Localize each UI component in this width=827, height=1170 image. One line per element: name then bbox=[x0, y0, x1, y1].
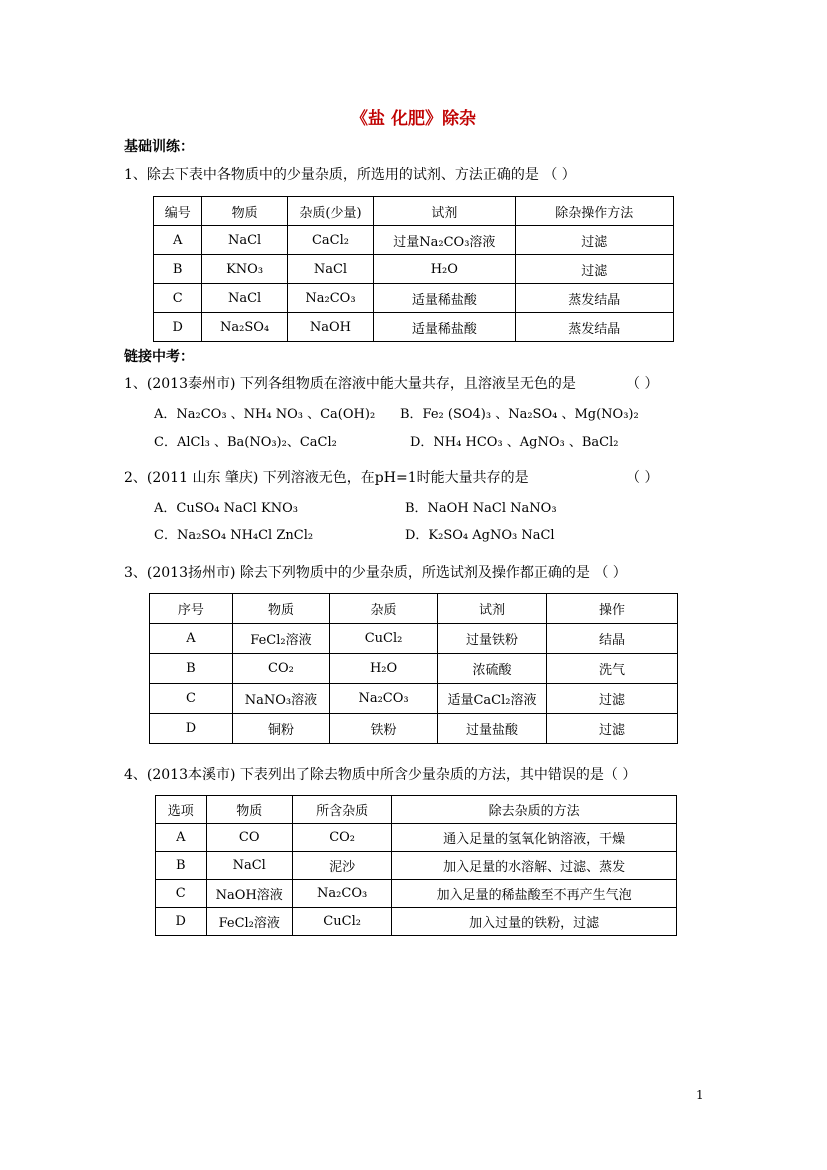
exam-question-3-table bbox=[149, 593, 678, 744]
table-header-cell: 物质 bbox=[206, 796, 292, 824]
table-header-cell: 选项 bbox=[156, 796, 207, 824]
table-row bbox=[150, 714, 678, 744]
exam-question-1-text: 1、(2013泰州市) 下列各组物质在溶液中能大量共存，且溶液呈无色的是 bbox=[124, 376, 576, 392]
table-cell: 通入足量的氢氧化钠溶液，干燥 bbox=[392, 824, 677, 852]
exam-question-4-table bbox=[155, 795, 677, 936]
table-row bbox=[156, 908, 677, 936]
table-row bbox=[156, 824, 677, 852]
page-number: 1 bbox=[696, 1088, 704, 1102]
exam-question-1-option-b: B．Fe₂ (SO4)₃ 、Na₂SO₄ 、Mg(NO₃)₂ bbox=[400, 407, 639, 422]
table-cell: Na₂CO₃ bbox=[292, 880, 391, 908]
table-header-row bbox=[156, 796, 677, 824]
exam-question-2-option-d: D．K₂SO₄ AgNO₃ NaCl bbox=[405, 528, 555, 543]
table-cell: NaCl bbox=[287, 255, 373, 284]
table-cell: CO₂ bbox=[292, 824, 391, 852]
table-cell: 加入足量的水溶解、过滤、蒸发 bbox=[392, 852, 677, 880]
table-row bbox=[150, 624, 678, 654]
table-cell: NaNO₃溶液 bbox=[232, 684, 329, 714]
table-cell: NaCl bbox=[202, 226, 287, 255]
table-cell: A bbox=[156, 824, 207, 852]
question-1-table bbox=[153, 196, 674, 342]
table-cell: CuCl₂ bbox=[330, 624, 438, 654]
table-row bbox=[154, 313, 674, 342]
table-cell: A bbox=[154, 226, 202, 255]
table-cell: KNO₃ bbox=[202, 255, 287, 284]
table-cell: A bbox=[150, 624, 233, 654]
table-header-cell: 序号 bbox=[150, 594, 233, 624]
table-header-cell: 编号 bbox=[154, 197, 202, 226]
table-cell: NaOH bbox=[287, 313, 373, 342]
exam-question-2-option-c: C．Na₂SO₄ NH₄Cl ZnCl₂ bbox=[154, 528, 314, 543]
exam-question-3-text: 3、(2013扬州市) 除去下列物质中的少量杂质，所选试剂及操作都正确的是 （ ） bbox=[124, 565, 627, 581]
table-cell: 浓硫酸 bbox=[438, 654, 547, 684]
table-cell: D bbox=[150, 714, 233, 744]
table-cell: C bbox=[150, 684, 233, 714]
table-header-cell: 杂质(少量) bbox=[287, 197, 373, 226]
exam-question-1-option-c: C．AlCl₃ 、Ba(NO₃)₂、CaCl₂ bbox=[154, 435, 337, 450]
table-cell: H₂O bbox=[374, 255, 515, 284]
table-row bbox=[154, 255, 674, 284]
exam-question-1-option-a: A．Na₂CO₃ 、NH₄ NO₃ 、Ca(OH)₂ bbox=[154, 407, 376, 422]
table-cell: CO₂ bbox=[232, 654, 329, 684]
table-row bbox=[154, 226, 674, 255]
table-header-cell: 除去杂质的方法 bbox=[392, 796, 677, 824]
table-cell: D bbox=[154, 313, 202, 342]
table-cell: 加入足量的稀盐酸至不再产生气泡 bbox=[392, 880, 677, 908]
table-cell: Na₂CO₃ bbox=[330, 684, 438, 714]
table-cell: NaCl bbox=[202, 284, 287, 313]
table-header-cell: 试剂 bbox=[374, 197, 515, 226]
table-cell: NaCl bbox=[206, 852, 292, 880]
table-cell: Na₂SO₄ bbox=[202, 313, 287, 342]
exam-question-1-paren: （ ） bbox=[626, 376, 659, 392]
table-cell: C bbox=[154, 284, 202, 313]
table-row bbox=[150, 684, 678, 714]
exam-question-4-text: 4、(2013本溪市) 下表列出了除去物质中所含少量杂质的方法，其中错误的是（ ） bbox=[124, 767, 637, 783]
table-cell: B bbox=[156, 852, 207, 880]
table-cell: FeCl₂溶液 bbox=[232, 624, 329, 654]
table-cell: 铁粉 bbox=[330, 714, 438, 744]
table-cell: 加入过量的铁粉，过滤 bbox=[392, 908, 677, 936]
table-cell: 过滤 bbox=[546, 684, 677, 714]
table-cell: 泥沙 bbox=[292, 852, 391, 880]
table-header-row bbox=[154, 197, 674, 226]
table-cell: 适量稀盐酸 bbox=[374, 313, 515, 342]
table-header-cell: 试剂 bbox=[438, 594, 547, 624]
table-row bbox=[156, 880, 677, 908]
table-cell: CaCl₂ bbox=[287, 226, 373, 255]
table-cell: Na₂CO₃ bbox=[287, 284, 373, 313]
exam-question-2-text: 2、(2011 山东 肇庆) 下列溶液无色，在pH=1时能大量共存的是 bbox=[124, 470, 529, 486]
table-cell: B bbox=[150, 654, 233, 684]
table-cell: 蒸发结晶 bbox=[515, 284, 673, 313]
table-cell: 铜粉 bbox=[232, 714, 329, 744]
table-row bbox=[154, 284, 674, 313]
table-cell: 洗气 bbox=[546, 654, 677, 684]
table-cell: C bbox=[156, 880, 207, 908]
exam-question-2-paren: （ ） bbox=[626, 470, 659, 486]
table-cell: 过滤 bbox=[515, 226, 673, 255]
table-cell: CuCl₂ bbox=[292, 908, 391, 936]
table-cell: 过量Na₂CO₃溶液 bbox=[374, 226, 515, 255]
table-header-cell: 物质 bbox=[232, 594, 329, 624]
table-cell: B bbox=[154, 255, 202, 284]
table-cell: CO bbox=[206, 824, 292, 852]
table-row bbox=[156, 852, 677, 880]
table-cell: 过量铁粉 bbox=[438, 624, 547, 654]
table-header-cell: 除杂操作方法 bbox=[515, 197, 673, 226]
table-header-row bbox=[150, 594, 678, 624]
table-cell: 过量盐酸 bbox=[438, 714, 547, 744]
table-cell: H₂O bbox=[330, 654, 438, 684]
table-cell: 过滤 bbox=[515, 255, 673, 284]
table-row bbox=[150, 654, 678, 684]
section-heading-basic: 基础训练： bbox=[124, 139, 194, 155]
table-cell: 蒸发结晶 bbox=[515, 313, 673, 342]
exam-question-2-option-b: B．NaOH NaCl NaNO₃ bbox=[405, 501, 557, 516]
table-header-cell: 操作 bbox=[546, 594, 677, 624]
table-header-cell: 物质 bbox=[202, 197, 287, 226]
exam-question-1-option-d: D．NH₄ HCO₃ 、AgNO₃ 、BaCl₂ bbox=[410, 435, 619, 450]
table-cell: NaOH溶液 bbox=[206, 880, 292, 908]
table-header-cell: 所含杂质 bbox=[292, 796, 391, 824]
section-heading-exam: 链接中考： bbox=[124, 349, 194, 365]
table-cell: 适量稀盐酸 bbox=[374, 284, 515, 313]
exam-question-2-option-a: A．CuSO₄ NaCl KNO₃ bbox=[154, 501, 298, 516]
page-title: 《盐 化肥》除杂 bbox=[351, 109, 476, 129]
table-cell: 结晶 bbox=[546, 624, 677, 654]
table-cell: 过滤 bbox=[546, 714, 677, 744]
table-header-cell: 杂质 bbox=[330, 594, 438, 624]
table-cell: D bbox=[156, 908, 207, 936]
question-1-text: 1、除去下表中各物质中的少量杂质，所选用的试剂、方法正确的是 （ ） bbox=[124, 167, 576, 183]
table-cell: 适量CaCl₂溶液 bbox=[438, 684, 547, 714]
table-cell: FeCl₂溶液 bbox=[206, 908, 292, 936]
